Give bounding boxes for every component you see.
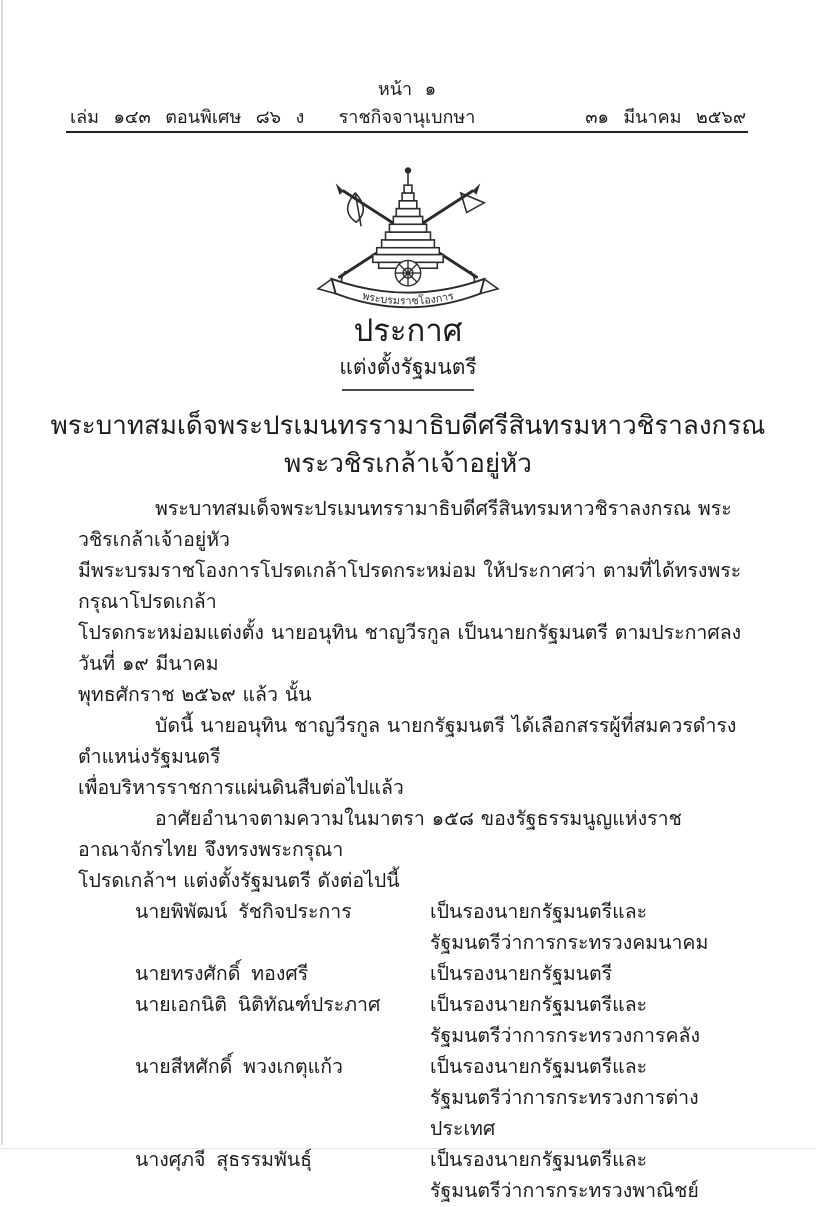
royal-title — [0, 407, 816, 483]
appointment-row — [78, 1145, 746, 1207]
minister-name: นายสีหศักดิ์ พวงเกตุแก้ว — [135, 1057, 343, 1078]
royal-command-emblem-icon — [301, 161, 516, 314]
minister-name: นายทรงศักดิ์ ทองศรี — [135, 964, 309, 985]
minister-position: เป็นรองนายกรัฐมนตรีและ รัฐมนตรีว่าการกระทรวงพาณิชย์ — [430, 1150, 699, 1202]
announcement-title: ประกาศ — [353, 313, 463, 348]
volume-label: เล่ม ๑๔๓ — [70, 107, 151, 127]
appointment-row — [78, 897, 746, 959]
paragraph-selection: บัดนี้ นายอนุทิน ชาญวีรกูล นายกรัฐมนตรี ได้เลือกสรรผู้ที่สมควรดำรงตำแหน่งรัฐมนตรี เพื่อบริหารราชการแผ่นดินสืบต่อไปแล้ว — [78, 716, 737, 799]
banner-text: พระบรมราชโองการ — [361, 290, 455, 308]
chakra-rosette-icon — [395, 260, 420, 285]
appointment-row — [78, 1052, 746, 1145]
minister-position: เป็นรองนายกรัฐมนตรี — [430, 964, 613, 985]
issue-label: ตอนพิเศษ ๘๖ ง — [165, 107, 305, 127]
minister-position: เป็นรองนายกรัฐมนตรีและ รัฐมนตรีว่าการกระทรวงการต่างประเทศ — [430, 1057, 699, 1140]
minister-name: นายเอกนิติ นิติทัณฑ์ประภาศ — [135, 995, 381, 1016]
appointment-row — [78, 990, 746, 1052]
header-rule — [66, 131, 748, 133]
minister-position: เป็นรองนายกรัฐมนตรีและ รัฐมนตรีว่าการกระทรวงคมนาคม — [430, 902, 709, 954]
gazette-name: ราชกิจจานุเบกษา — [338, 107, 476, 127]
scan-edge-artifact — [1, 0, 3, 1145]
appointment-row — [78, 959, 746, 990]
paragraph-royal-command: พระบาทสมเด็จพระปรเมนทรรามาธิบดีศรีสินทรมหาวชิราลงกรณ พระวชิรเกล้าเจ้าอยู่หัว มีพระบรมราชโองการโปรดเกล้าโปรดกระหม่อม ให้ประกาศว่า ตามที่ได้ทรงพระกรุณาโปรดเกล้า โปรดกระหม่อมแต่งตั้ง นายอนุทิน ชาญวีรกูล เป็นนายกรัฐมนตรี ตามประกาศลงวันที่ ๑๙ มีนาคม พุทธศักราช ๒๕๖๙ แล้ว นั้น — [78, 499, 742, 706]
announcement-subtitle: แต่งตั้งรัฐมนตรี — [339, 355, 477, 379]
gazette-header — [66, 102, 748, 128]
royal-title-line1: พระบาทสมเด็จพระปรเมนทรรามาธิบดีศรีสินทรมหาวชิราลงกรณ — [50, 411, 766, 440]
royal-title-line2: พระวชิรเกล้าเจ้าอยู่หัว — [284, 449, 532, 478]
paragraph-authority: อาศัยอำนาจตามความในมาตรา ๑๕๘ ของรัฐธรรมนูญแห่งราชอาณาจักรไทย จึงทรงพระกรุณา โปรดเกล้าฯ แต่งตั้งรัฐมนตรี ดังต่อไปนี้ — [78, 809, 682, 892]
minister-name: นางศุภจี สุธรรมพันธุ์ — [135, 1150, 313, 1171]
issue-date: ๓๑ มีนาคม ๒๕๖๙ — [585, 107, 746, 127]
document-body — [78, 494, 746, 1207]
minister-name: นายพิพัฒน์ รัชกิจประการ — [135, 902, 352, 923]
subtitle-rule — [342, 389, 474, 391]
minister-position: เป็นรองนายกรัฐมนตรีและ รัฐมนตรีว่าการกระทรวงการคลัง — [430, 995, 700, 1047]
page-number: หน้า ๑ — [377, 79, 437, 99]
appointments-list — [78, 897, 746, 1207]
